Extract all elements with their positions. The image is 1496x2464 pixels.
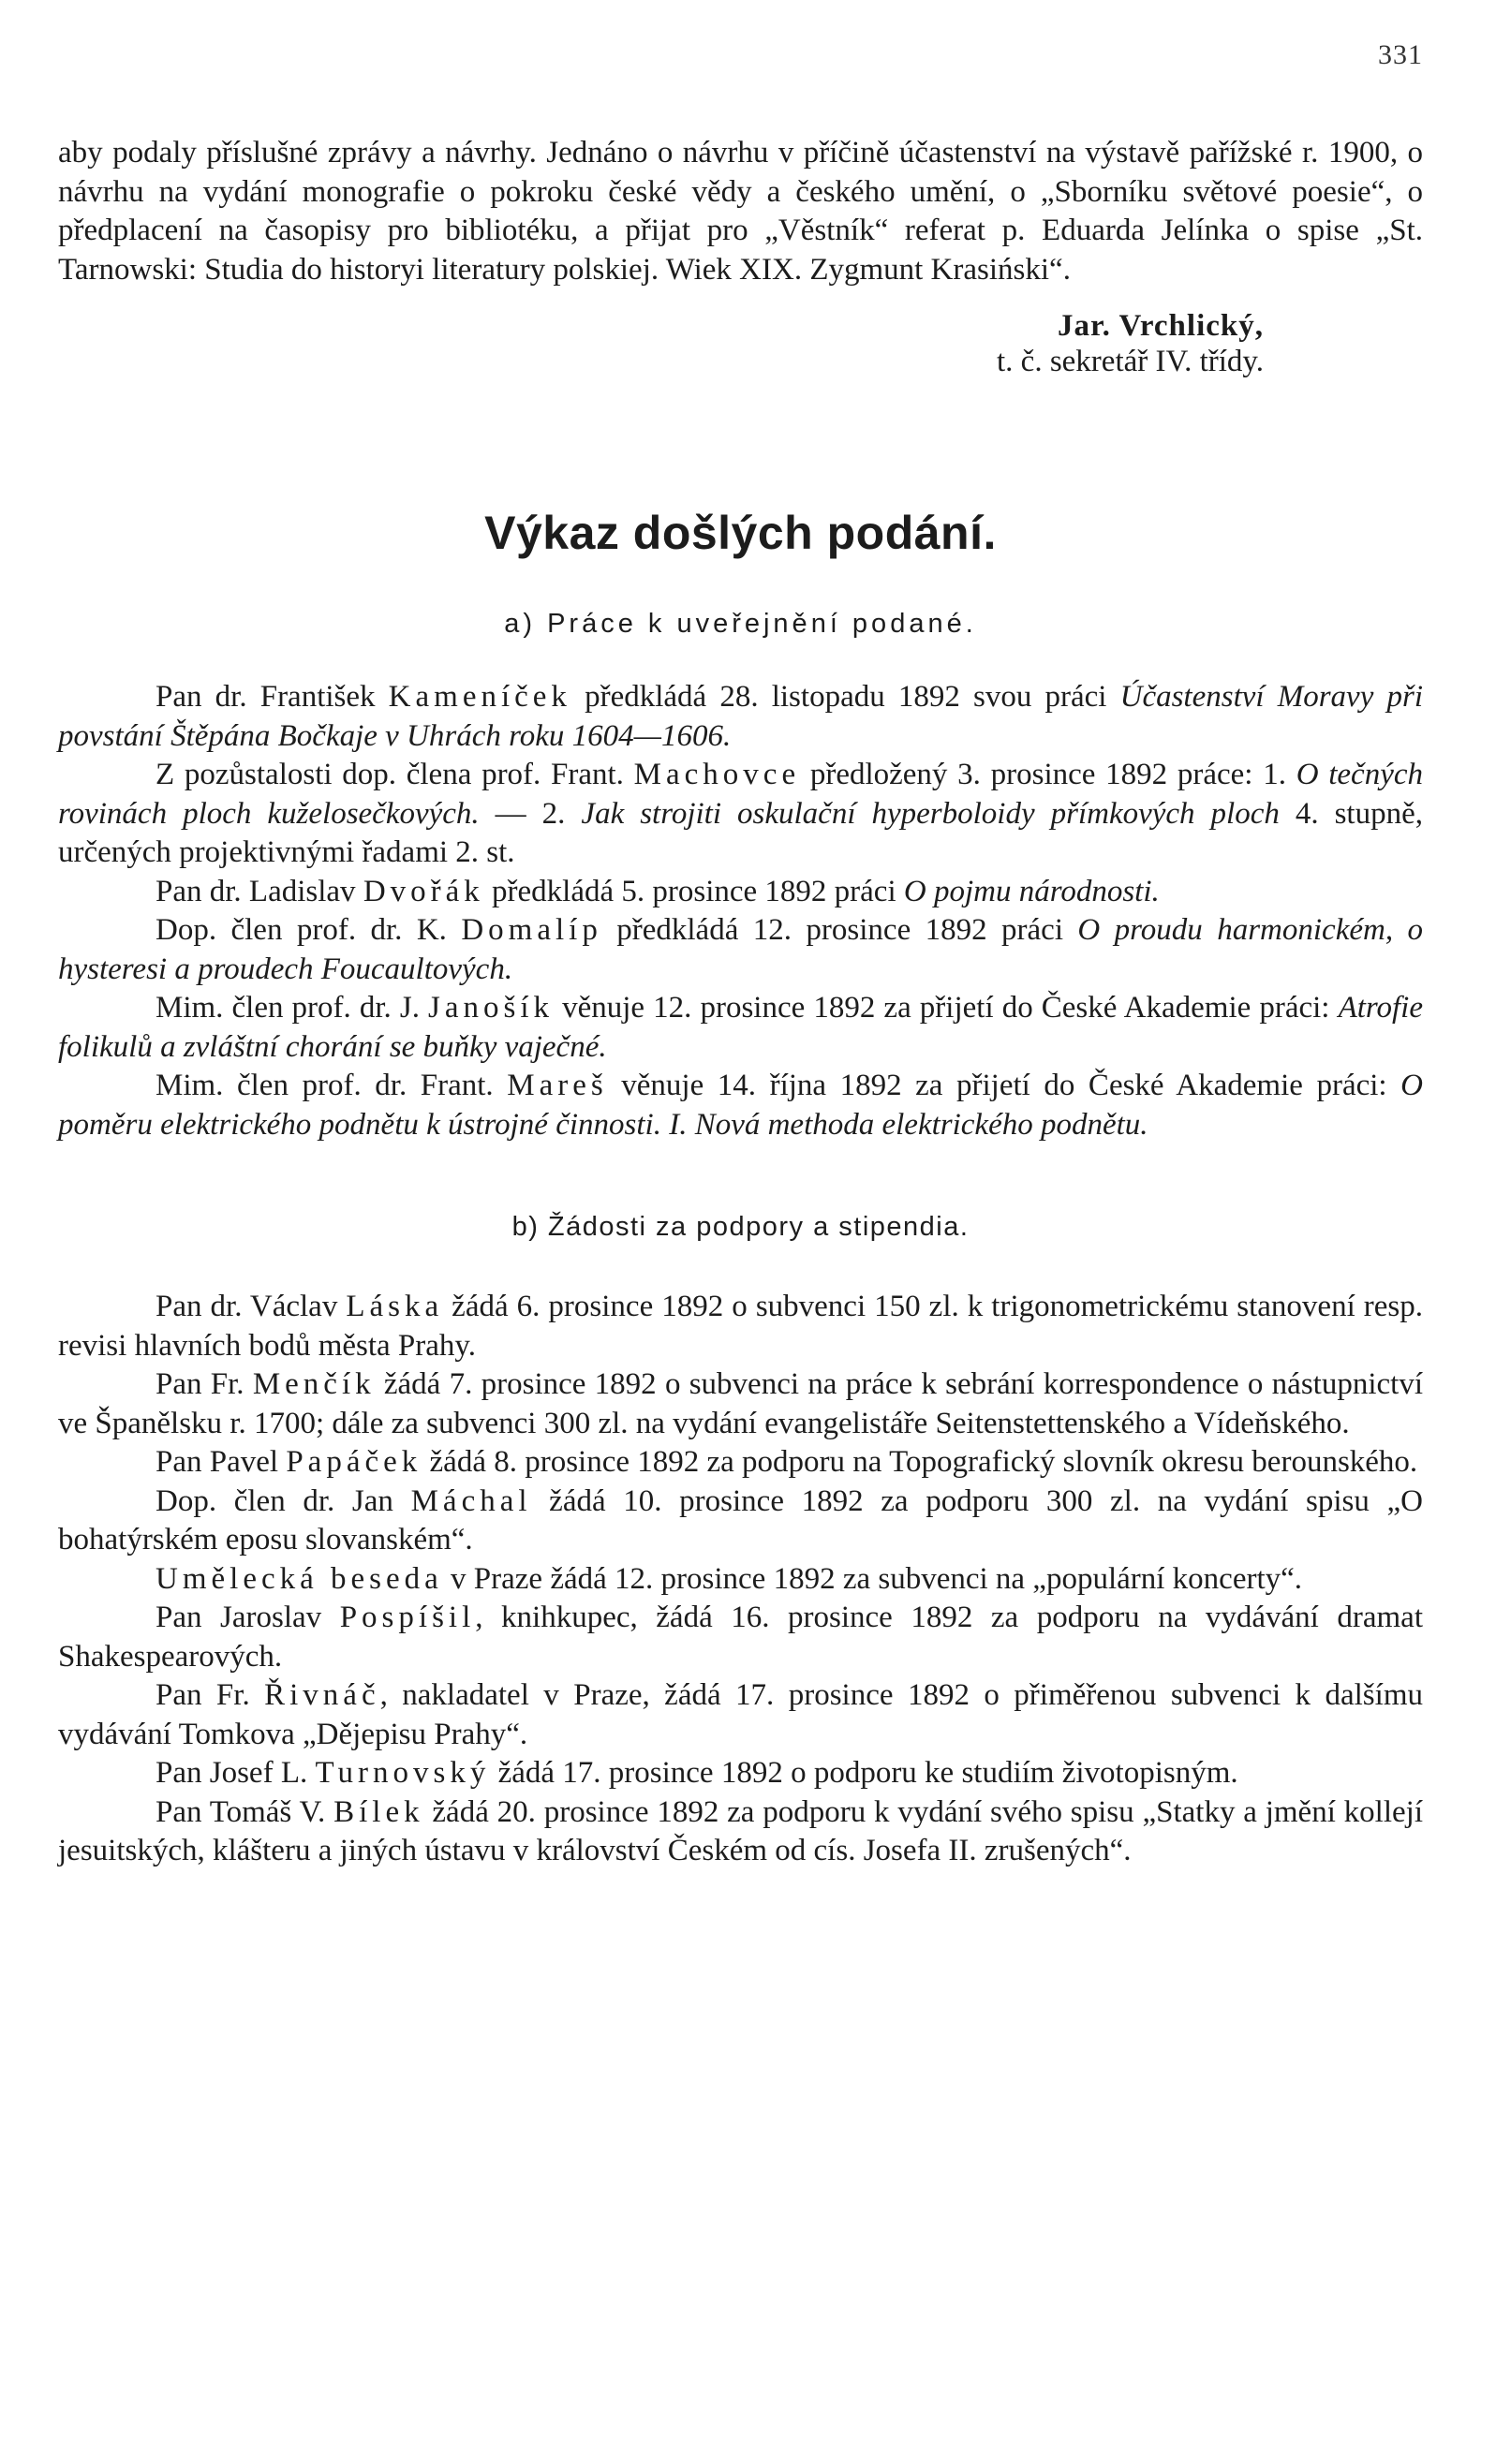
- section-b-entry: Pan dr. Václav Láska žádá 6. prosince 1892 o subvenci 150 zl. k trigonometrickému stanovení resp. revisi hlavních bodů města Prahy.: [58, 1290, 1423, 1363]
- section-a-title: a) Práce k uveřejnění podané.: [504, 609, 977, 639]
- work-title: O proudu harmonickém, o hysteresi a proudech Foucaultových.: [58, 913, 1423, 986]
- section-a-entry: Mim. člen prof. dr. Frant. Mareš věnuje 14. října 1892 za přijetí do České Akademie práci: O poměru elektrického podnětu k ústrojné činnosti. I. Nová methoda elektrického podnětu.: [58, 1069, 1423, 1142]
- author-name: Domalíp: [461, 913, 602, 947]
- work-title: Účastenství Moravy při povstání Štěpána Bočkaje v Uhrách roku 1604—1606.: [58, 680, 1423, 753]
- applicant-name: Máchal: [410, 1483, 532, 1518]
- work-title: O tečných rovinách ploch kuželosečkových.: [58, 758, 1424, 831]
- intro-paragraph: aby podaly příslušné zprávy a návrhy. Jednáno o návrhu v příčině účastenství na výstavě pařížské r. 1900, o návrhu na vydání monografie o pokroku české vědy a českého umění, o „Sborníku světové poesie“, o předplacení na časopisy pro bibliotéku, a přijat pro „Věstník“ referat p. Eduarda Jelínka o spise „St. Tarnowski: Studia do historyi literatury polskiej. Wiek XIX. Zygmunt Krasiński“.: [58, 136, 1423, 287]
- section-a-entry: Pan dr. Ladislav Dvořák předkládá 5. prosince 1892 práci O pojmu národnosti.: [156, 874, 1160, 908]
- author-name: Janošík: [428, 991, 555, 1025]
- section-b-entry: Pan Josef L. Turnovský žádá 17. prosince 1892 o podporu ke studiím životopisným.: [156, 1756, 1238, 1790]
- applicant-name: Papáček: [286, 1445, 422, 1479]
- author-name: Mareš: [507, 1069, 608, 1102]
- section-a-entry: Pan dr. František Kameníček předkládá 28. listopadu 1892 svou práci Účastenství Moravy při povstání Štěpána Bočkaje v Uhrách roku 1604—1606.: [58, 680, 1423, 753]
- applicant-name: Láska: [346, 1290, 444, 1323]
- section-a-entry: Z pozůstalosti dop. člena prof. Frant. Machovce předložený 3. prosince 1892 práce: 1. O tečných rovinách ploch kuželosečkových. — 2. Jak strojiti oskulační hyperboloidy přímkových ploch 4. stupně, určených projektivnými řadami 2. st.: [58, 758, 1424, 869]
- section-b-title: b) Žádosti za podpory a stipendia.: [511, 1212, 970, 1242]
- applicant-name: Umělecká beseda: [156, 1561, 443, 1596]
- section-b-entry: Umělecká beseda v Praze žádá 12. prosince 1892 za subvenci na „populární koncerty“.: [156, 1561, 1303, 1596]
- applicant-name: Menčík: [252, 1367, 376, 1401]
- section-b-entry: Pan Pavel Papáček žádá 8. prosince 1892 za podporu na Topografický slovník okresu berounského.: [156, 1445, 1418, 1479]
- section-b-entry: Pan Fr. Menčík žádá 7. prosince 1892 o subvenci na práce k sebrání korrespondence o nástupnictví ve Španělsku r. 1700; dále za subvenci 300 zl. na vydání evangelistáře Seitenstettenského a Vídeňského.: [58, 1367, 1423, 1440]
- work-title: Atrofie folikulů a zvláštní chorání se buňky vaječné.: [58, 991, 1423, 1064]
- section-b-entry: Pan Jaroslav Pospíšil, knihkupec, žádá 16. prosince 1892 za podporu na vydávání dramat Shakespearových.: [58, 1601, 1423, 1674]
- work-title: Jak strojiti oskulační hyperboloidy přímkových ploch: [581, 796, 1280, 831]
- applicant-name: Turnovský: [315, 1756, 491, 1790]
- signature-title: t. č. sekretář IV. třídy.: [997, 345, 1264, 378]
- page-title: Výkaz došlých podání.: [484, 507, 997, 559]
- applicant-name: Řivnáč: [264, 1678, 380, 1712]
- section-a-entry: Dop. člen prof. dr. K. Domalíp předkládá 12. prosince 1892 práci O proudu harmonickém, o hysteresi a proudech Foucaultových.: [58, 913, 1423, 986]
- applicant-name: Pospíšil: [339, 1601, 476, 1634]
- section-b-entry: Dop. člen dr. Jan Máchal žádá 10. prosince 1892 za podporu 300 zl. na vydání spisu „O bohatýrském eposu slovanském“.: [58, 1483, 1423, 1557]
- author-name: Machovce: [633, 758, 801, 791]
- section-b-entry: Pan Tomáš V. Bílek žádá 20. prosince 1892 za podporu k vydání svého spisu „Statky a jmění kollejí jesuitských, klášteru a jiných ústavu v království Českém od cís. Josefa II. zrušených“.: [58, 1794, 1423, 1867]
- work-title: O poměru elektrického podnětu k ústrojné činnosti. I. Nová methoda elektrického podnětu.: [58, 1069, 1423, 1142]
- page-number: 331: [1378, 39, 1423, 70]
- work-title: O pojmu národnosti.: [903, 874, 1160, 908]
- applicant-name: Bílek: [333, 1794, 424, 1829]
- section-b-entry: Pan Fr. Řivnáč, nakladatel v Praze, žádá 17. prosince 1892 o přiměřenou subvenci k dalšímu vydávání Tomkova „Dějepisu Prahy“.: [58, 1678, 1423, 1751]
- section-a-entry: Mim. člen prof. dr. J. Janošík věnuje 12. prosince 1892 za přijetí do České Akademie práci: Atrofie folikulů a zvláštní chorání se buňky vaječné.: [58, 991, 1423, 1064]
- signature-name: Jar. Vrchlický,: [1057, 309, 1264, 343]
- author-name: Kameníček: [388, 680, 571, 714]
- author-name: Dvořák: [363, 874, 484, 908]
- signature-block: [58, 308, 1423, 379]
